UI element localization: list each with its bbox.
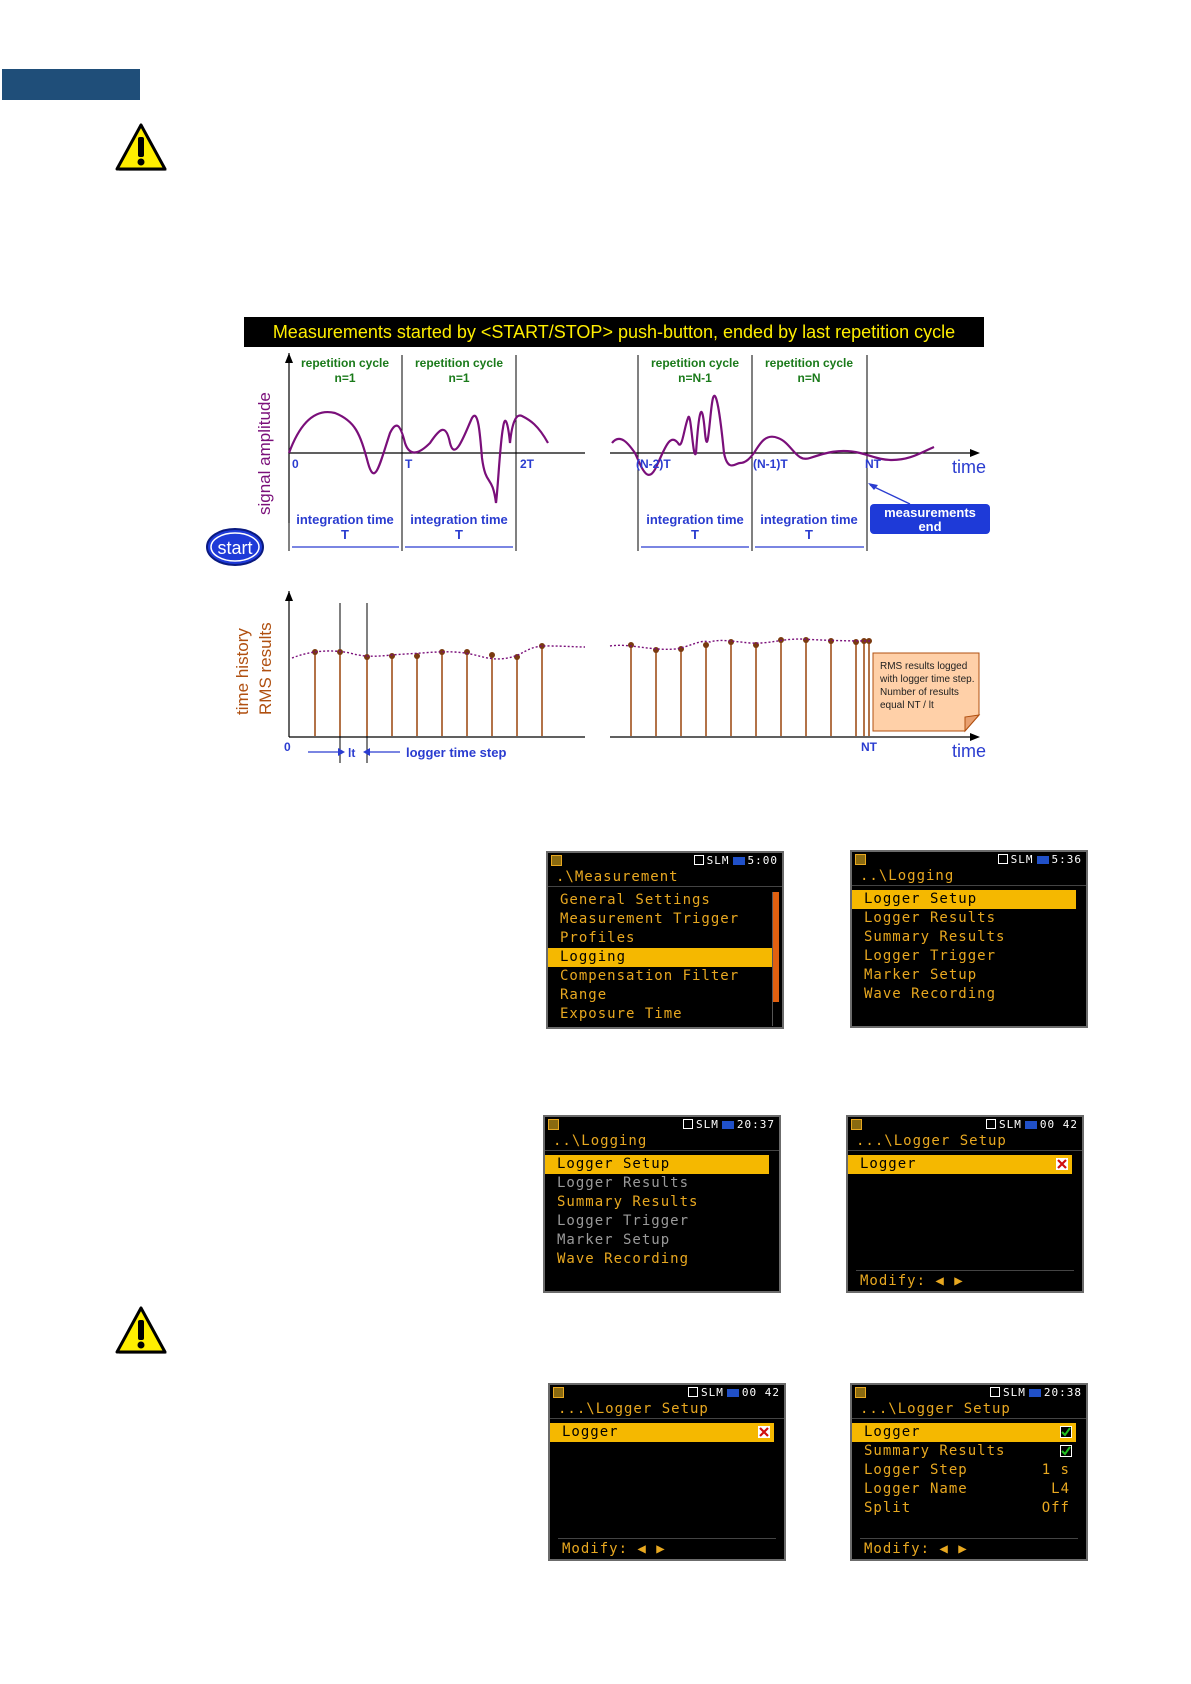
measurements-end-label-2: end: [918, 519, 942, 534]
device-screen-logger-setup-off: [846, 1115, 1084, 1293]
menu-item[interactable]: [548, 967, 772, 986]
status-indicator: [694, 854, 778, 867]
menu-item-label: Range: [560, 987, 608, 1003]
menu-path: ...\Logger Setup: [852, 1401, 1086, 1419]
menu-item[interactable]: [548, 1005, 772, 1024]
cycle-label: repetition cycle: [650, 356, 740, 370]
battery-icon: [1029, 1389, 1041, 1397]
menu-item-label: Exposure Time: [560, 1006, 683, 1022]
menu-item-label: Compensation Filter: [560, 968, 740, 984]
menu-item[interactable]: [550, 1423, 774, 1442]
menu-list: [545, 1151, 779, 1269]
menu-item-label: Marker Setup: [557, 1232, 671, 1248]
integration-time-label: integration time: [410, 512, 508, 527]
warning-icon: [113, 1306, 169, 1358]
license-icon: [553, 1387, 564, 1398]
menu-path: ..\Logging: [545, 1133, 779, 1151]
mode-label: SLM: [1010, 853, 1034, 866]
cycle-label: repetition cycle: [764, 356, 854, 370]
menu-item[interactable]: [852, 928, 1076, 947]
rms-stems: [315, 640, 869, 736]
mode-label: SLM: [999, 1118, 1022, 1131]
menu-item-label: Logger Step: [864, 1462, 968, 1478]
clock-label: 00 42: [741, 1386, 780, 1399]
status-indicator: [986, 1118, 1078, 1131]
diagram-banner: Measurements started by <START/STOP> push-button, ended by last repetition cycle: [272, 322, 956, 342]
menu-item[interactable]: [852, 890, 1076, 909]
menu-item-label: Logger Results: [864, 910, 997, 926]
menu-item[interactable]: [852, 1499, 1076, 1518]
menu-item[interactable]: [545, 1155, 769, 1174]
integration-T: T: [805, 527, 813, 542]
status-indicator: [998, 853, 1082, 866]
menu-list: [852, 1419, 1086, 1518]
measurements-end-label: measurements: [884, 505, 976, 520]
menu-item-label: Logging: [560, 949, 627, 965]
menu-item-label: Logger: [562, 1424, 619, 1440]
status-bar: [548, 853, 782, 869]
warning-icon: [113, 123, 169, 175]
battery-icon: [733, 857, 745, 865]
menu-item-label: Logger Setup: [864, 891, 978, 907]
menu-item[interactable]: [852, 909, 1076, 928]
integration-time-label: integration time: [760, 512, 858, 527]
menu-item-label: Logger Results: [557, 1175, 690, 1191]
menu-path: ...\Logger Setup: [550, 1401, 784, 1419]
device-screen-logging: [850, 850, 1088, 1028]
modify-separator: [860, 1538, 1078, 1539]
tick-label: 0: [292, 457, 299, 471]
menu-list: [848, 1151, 1082, 1174]
menu-item[interactable]: [545, 1174, 769, 1193]
device-screen-logger-setup-on: [850, 1383, 1088, 1561]
menu-item[interactable]: [545, 1250, 769, 1269]
menu-path: ..\Logging: [852, 868, 1086, 886]
battery-icon: [727, 1389, 739, 1397]
menu-item-label: Summary Results: [864, 1443, 1006, 1459]
rms-results-label: RMS results: [256, 622, 275, 715]
menu-item-label: Logger Setup: [557, 1156, 671, 1172]
status-bar: [852, 1385, 1086, 1401]
menu-item-label: Wave Recording: [557, 1251, 690, 1267]
clock-label: 5:36: [1051, 853, 1082, 866]
menu-item[interactable]: [545, 1212, 769, 1231]
battery-icon: [1037, 856, 1049, 864]
checked-icon[interactable]: [1060, 1445, 1072, 1457]
unchecked-x-icon[interactable]: [758, 1426, 770, 1438]
note-line: equal NT / lt: [880, 700, 934, 711]
menu-item-label: Logger: [860, 1156, 917, 1172]
menu-item-label: Measurement Trigger: [560, 911, 740, 927]
menu-item[interactable]: [545, 1231, 769, 1250]
clock-label: 20:38: [1043, 1386, 1082, 1399]
cycle-n: n=N: [797, 371, 821, 385]
cycle-n: n=1: [448, 371, 470, 385]
menu-item-label: Wave Recording: [864, 986, 997, 1002]
tick-label: (N-1)T: [753, 457, 788, 471]
mode-square-icon: [998, 854, 1008, 864]
menu-item[interactable]: [548, 910, 772, 929]
note-line: with logger time step.: [880, 674, 975, 685]
license-icon: [855, 1387, 866, 1398]
mode-square-icon: [683, 1119, 693, 1129]
tick-label: NT: [865, 457, 881, 471]
menu-item[interactable]: [852, 966, 1076, 985]
note-line: RMS results logged: [880, 661, 968, 672]
license-icon: [851, 1119, 862, 1130]
menu-item-label: General Settings: [560, 892, 711, 908]
header-bar: [2, 69, 140, 100]
modify-hint: Modify: ◀ ▶: [864, 1541, 968, 1557]
cycle-label: repetition cycle: [414, 356, 504, 370]
logger-time-step-label: logger time step: [406, 745, 507, 760]
mode-square-icon: [986, 1119, 996, 1129]
menu-item[interactable]: [852, 1423, 1076, 1442]
device-screen-logging-dim: [543, 1115, 781, 1293]
menu-item-label: Logger Name: [864, 1481, 968, 1497]
menu-item[interactable]: [545, 1193, 769, 1212]
menu-item[interactable]: [548, 948, 772, 967]
integration-T: T: [691, 527, 699, 542]
integration-time-label: integration time: [296, 512, 394, 527]
time-history-label: time history: [233, 628, 252, 715]
mode-label: SLM: [1003, 1386, 1026, 1399]
lt-label: lt: [348, 746, 356, 760]
status-indicator: [683, 1118, 775, 1131]
menu-item-label: Logger: [864, 1424, 921, 1440]
status-bar: [852, 852, 1086, 868]
nt-label: NT: [861, 740, 877, 754]
battery-icon: [1025, 1121, 1037, 1129]
device-screen-measurement: [546, 851, 784, 1029]
menu-item-label: Logger Trigger: [864, 948, 997, 964]
logging-timing-diagram: [200, 313, 1000, 763]
checked-icon[interactable]: [1060, 1426, 1072, 1438]
signal-amplitude-label: signal amplitude: [255, 392, 274, 515]
integration-T: T: [341, 527, 349, 542]
menu-item-label: Summary Results: [557, 1194, 699, 1210]
mode-square-icon: [688, 1387, 698, 1397]
note-line: Number of results: [880, 687, 959, 698]
menu-item[interactable]: [852, 1461, 1076, 1480]
modify-separator: [856, 1270, 1074, 1271]
status-indicator: [688, 1386, 780, 1399]
tick-label: 2T: [520, 457, 535, 471]
license-icon: [548, 1119, 559, 1130]
modify-separator: [558, 1538, 776, 1539]
mode-label: SLM: [696, 1118, 719, 1131]
status-bar: [545, 1117, 779, 1133]
status-indicator: [990, 1386, 1082, 1399]
device-screen-logger-setup-off-2: [548, 1383, 786, 1561]
start-badge: start: [217, 538, 253, 558]
license-icon: [855, 854, 866, 865]
menu-item[interactable]: [852, 947, 1076, 966]
menu-item-value: L4: [1051, 1481, 1070, 1497]
status-bar: [550, 1385, 784, 1401]
menu-item-label: Marker Setup: [864, 967, 978, 983]
menu-item[interactable]: [852, 985, 1076, 1004]
cycle-n: n=1: [334, 371, 356, 385]
zero-label: 0: [284, 740, 291, 754]
scrollbar-thumb[interactable]: [773, 892, 779, 1002]
status-bar: [848, 1117, 1082, 1133]
time-axis-label-bottom: time: [952, 741, 987, 761]
clock-label: 00 42: [1039, 1118, 1078, 1131]
menu-item[interactable]: [548, 986, 772, 1005]
menu-path: ...\Logger Setup: [848, 1133, 1082, 1151]
menu-item-label: Profiles: [560, 930, 636, 946]
battery-icon: [722, 1121, 734, 1129]
menu-item-label: Summary Results: [864, 929, 1006, 945]
rms-points: [312, 637, 872, 660]
cycle-n: n=N-1: [678, 371, 712, 385]
modify-hint: Modify: ◀ ▶: [860, 1273, 964, 1289]
unchecked-x-icon[interactable]: [1056, 1158, 1068, 1170]
clock-label: 20:37: [736, 1118, 775, 1131]
modify-hint: Modify: ◀ ▶: [562, 1541, 666, 1557]
mode-square-icon: [990, 1387, 1000, 1397]
scrollbar[interactable]: [772, 892, 779, 1026]
menu-path: .\Measurement: [548, 869, 782, 887]
clock-label: 5:00: [747, 854, 778, 867]
menu-item[interactable]: [548, 891, 772, 910]
menu-item-value: Off: [1041, 1500, 1070, 1516]
menu-list: [548, 887, 782, 1024]
tick-label: (N-2)T: [636, 457, 671, 471]
menu-item-label: Logger Trigger: [557, 1213, 690, 1229]
menu-list: [852, 886, 1086, 1004]
menu-item[interactable]: [852, 1480, 1076, 1499]
integration-time-label: integration time: [646, 512, 744, 527]
menu-item-value: 1 s: [1041, 1462, 1070, 1478]
tick-label: T: [405, 457, 413, 471]
menu-item[interactable]: [548, 929, 772, 948]
menu-item-label: Split: [864, 1500, 912, 1516]
integration-T: T: [455, 527, 463, 542]
mode-label: SLM: [701, 1386, 724, 1399]
mode-square-icon: [694, 855, 704, 865]
cycle-label: repetition cycle: [300, 356, 390, 370]
mode-label: SLM: [706, 854, 730, 867]
time-axis-label: time: [952, 457, 987, 477]
menu-list: [550, 1419, 784, 1442]
menu-item[interactable]: [848, 1155, 1072, 1174]
license-icon: [551, 855, 562, 866]
menu-item[interactable]: [852, 1442, 1076, 1461]
